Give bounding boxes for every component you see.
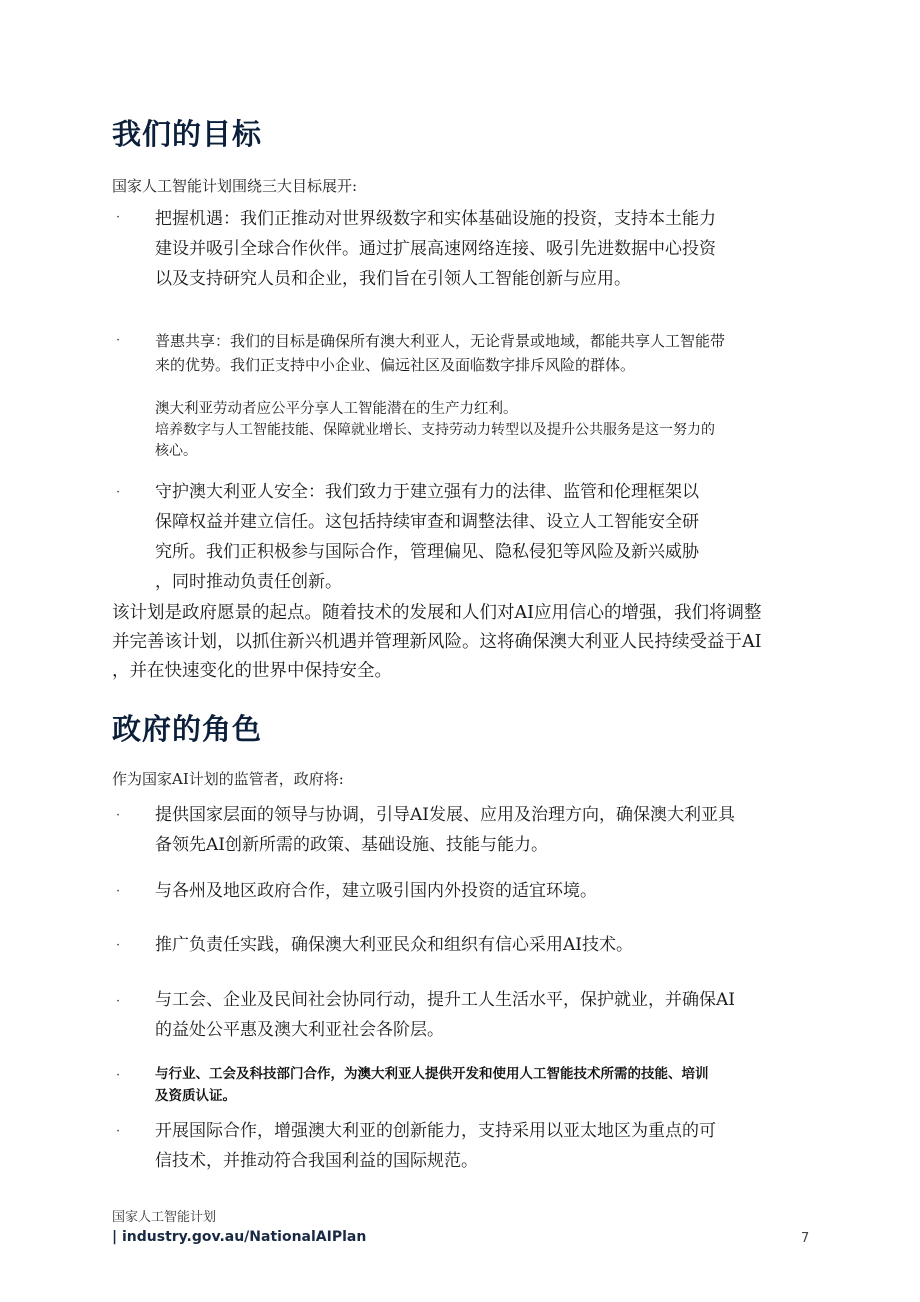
role-item-leadership: [155, 800, 815, 860]
line: 以及支持研究人员和企业，我们旨在引领人工智能创新与应用。: [155, 269, 631, 289]
line: 提供国家层面的领导与协调，引导AI发展、应用及治理方向，确保澳大利亚具: [155, 805, 735, 825]
goal-item-benefits-detail: [155, 399, 835, 462]
bullet-glyph: ·: [116, 808, 121, 823]
footer-plan-name: 国家人工智能计划: [112, 1210, 217, 1225]
line: 守护澳大利亚人安全：我们致力于建立强有力的法律、监管和伦理框架以: [155, 482, 699, 502]
goals-intro: 国家人工智能计划围绕三大目标展开:: [112, 177, 358, 195]
role-item-workers: [155, 985, 815, 1045]
line: ，同时推动负责任创新。: [155, 572, 342, 592]
goal-item-benefits: [155, 329, 835, 377]
bullet-glyph: ·: [116, 938, 121, 953]
line: 建设并吸引全球合作伙伴。通过扩展高速网络连接、吸引先进数据中心投资: [155, 239, 716, 259]
role-item-international: [155, 1116, 815, 1176]
line: 培养数字与人工智能技能、保障就业增长、支持劳动力转型以及提升公共服务是这一努力的: [155, 422, 715, 438]
line: 信技术，并推动符合我国利益的国际规范。: [155, 1151, 478, 1171]
section-heading-role: 政府的角色: [112, 712, 263, 746]
line: 备领先AI创新所需的政策、基础设施、技能与能力。: [155, 835, 548, 855]
bullet-glyph: ·: [116, 994, 121, 1009]
line: 该计划是政府愿景的起点。随着技术的发展和人们对AI应用信心的增强，我们将调整: [112, 603, 762, 623]
goal-item-opportunity: [155, 204, 815, 294]
line: 澳大利亚劳动者应公平分享人工智能潜在的生产力红利。: [155, 401, 518, 417]
role-intro: 作为国家AI计划的监管者，政府将:: [112, 770, 344, 788]
bullet-glyph: ·: [116, 210, 121, 225]
line: 的益处公平惠及澳大利亚社会各阶层。: [155, 1020, 444, 1040]
line: 与行业、工会及科技部门合作，为澳大利亚人提供开发和使用人工智能技术所需的技能、培训: [155, 1066, 709, 1082]
goals-closing-paragraph: [112, 599, 812, 686]
line: ，并在快速变化的世界中保持安全。: [112, 661, 392, 681]
line: 究所。我们正积极参与国际合作，管理偏见、隐私侵犯等风险及新兴威胁: [155, 542, 699, 562]
role-item-states: [155, 876, 815, 906]
bullet-glyph: ·: [116, 884, 121, 899]
role-item-skills: [155, 1063, 835, 1107]
goal-item-safety: [155, 477, 815, 597]
bullet-glyph: ·: [116, 333, 121, 348]
line: 推广负责任实践，确保澳大利亚民众和组织有信心采用AI技术。: [155, 935, 633, 955]
section-heading-goals: 我们的目标: [112, 117, 263, 151]
line: 来的优势。我们正支持中小企业、偏远社区及面临数字排斥风险的群体。: [155, 356, 636, 374]
line: 普惠共享：我们的目标是确保所有澳大利亚人，无论背景或地域，都能共享人工智能带: [155, 332, 726, 350]
bullet-glyph: ·: [116, 1124, 121, 1139]
line: 核心。: [155, 443, 197, 459]
line: 与各州及地区政府合作，建立吸引国内外投资的适宜环境。: [155, 881, 597, 901]
bullet-glyph: ·: [116, 1068, 121, 1083]
page-number: 7: [801, 1231, 810, 1246]
line: 把握机遇：我们正推动对世界级数字和实体基础设施的投资，支持本土能力: [155, 209, 716, 229]
line: 与工会、企业及民间社会协同行动，提升工人生活水平，保护就业，并确保AI: [155, 990, 735, 1010]
line: 保障权益并建立信任。这包括持续审查和调整法律、设立人工智能安全研: [155, 512, 699, 532]
bullet-glyph: ·: [116, 485, 121, 500]
line: 及资质认证。: [155, 1088, 236, 1104]
line: 并完善该计划，以抓住新兴机遇并管理新风险。这将确保澳大利亚人民持续受益于AI: [112, 632, 762, 652]
line: 开展国际合作，增强澳大利亚的创新能力，支持采用以亚太地区为重点的可: [155, 1121, 716, 1141]
footer-url-link[interactable]: | industry.gov.au/NationalAIPlan: [112, 1229, 367, 1245]
role-item-responsible-practice: [155, 930, 815, 960]
